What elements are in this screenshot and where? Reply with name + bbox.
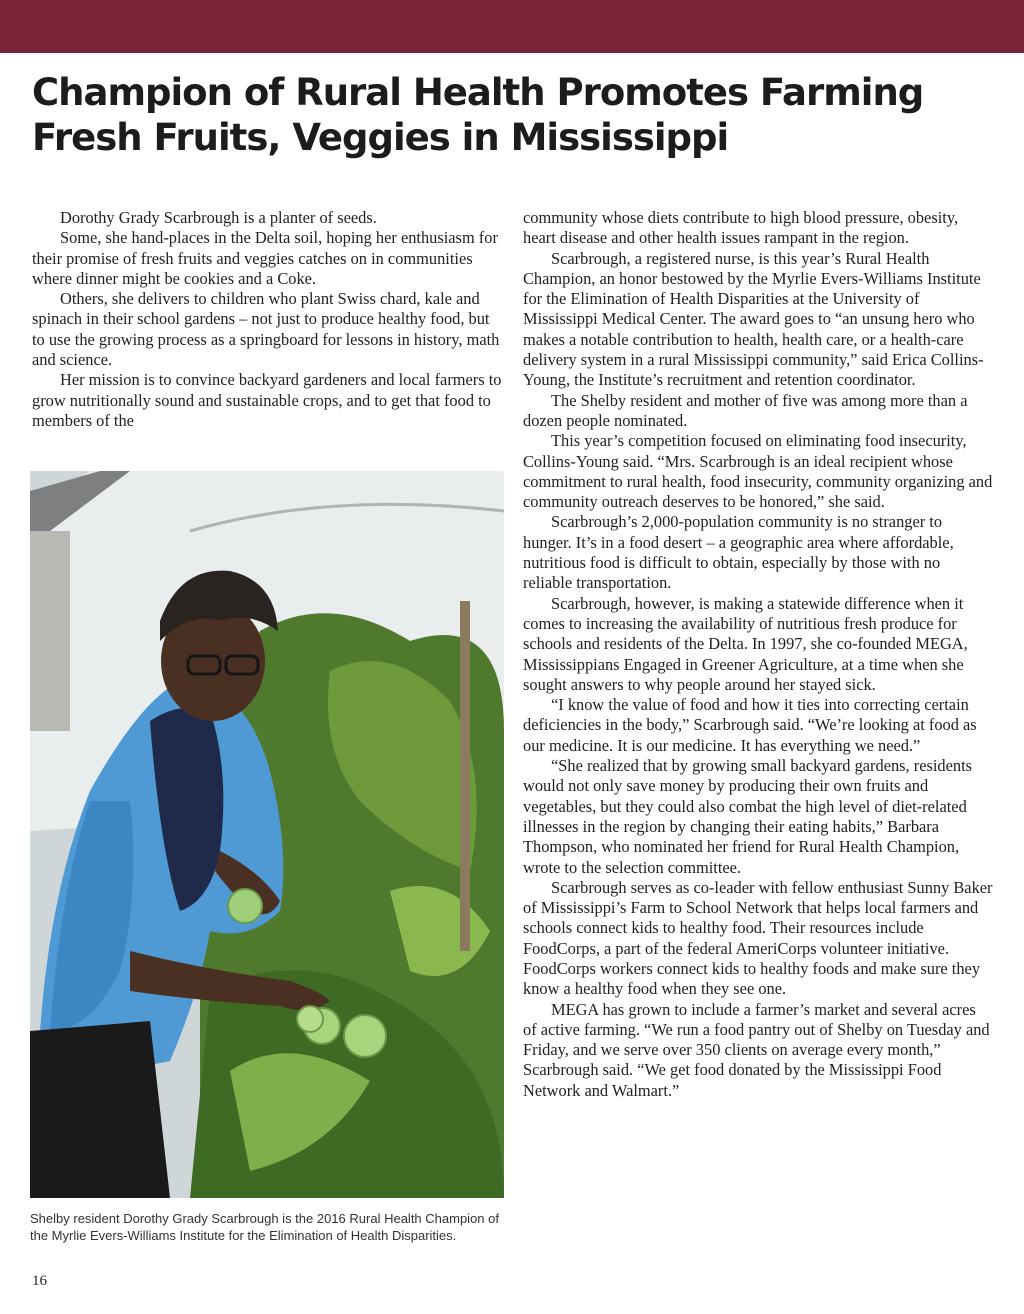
article-headline [32,70,992,160]
paragraph: Dorothy Grady Scarbrough is a planter of seeds. [60,208,377,227]
paragraph: Scarbrough’s 2,000-population community is no stranger to hunger. It’s in a food desert – a geographic area where affordable, nutritious food is difficult to obtain, especially by those with no reliable transportation. [523,512,954,593]
paragraph: community whose diets contribute to high blood pressure, obesity, heart disease and other health issues rampant in the region. [523,208,959,248]
headline-line-2: Fresh Fruits, Veggies in Mississippi [32,116,729,159]
paragraph: This year’s competition focused on eliminating food insecurity, Collins-Young said. “Mrs. Scarbrough is an ideal recipient whose commitment to rural health, food insecurity, community organizing and community outreach deserves to be honored,” she said. [523,431,993,512]
headline-line-1: Champion of Rural Health Promotes Farming [32,71,924,114]
page-number: 16 [32,1273,47,1289]
article-column-right [523,208,993,1101]
paragraph: Scarbrough, however, is making a statewide difference when it comes to increasing the availability of nutritious fresh produce for schools and residents of the Delta. In 1997, she co-founded MEGA, Mississippians Engaged in Greener Agriculture, at a time when she sought answers to why people around her stayed sick. [523,593,968,694]
photo-caption: Shelby resident Dorothy Grady Scarbrough is the 2016 Rural Health Champion of the Myrlie Evers-Williams Institute for the Elimination of Health Disparities. [30,1211,499,1243]
paragraph: “I know the value of food and how it ties into correcting certain deficiencies in the body,” Scarbrough said. “We’re looking at food as our medicine. It is our medicine. It has everything we need.” [523,695,977,755]
article-photo [30,471,504,1198]
paragraph: Scarbrough serves as co-leader with fellow enthusiast Sunny Baker of Mississippi’s Farm to School Network that helps local farmers and schools connect kids to healthy food. Their resources include FoodCorps, a part of the federal AmeriCorps volunteer initiative. FoodCorps workers connect kids to healthy foods and make sure they know a healthy food when they see one. [523,877,993,999]
gardener-photo-illustration [30,471,504,1198]
header-accent-bar [0,0,1024,53]
paragraph: MEGA has grown to include a farmer’s market and several acres of active farming. “We run a food pantry out of Shelby on Tuesday and Friday, and we serve over 350 clients on average every month,” Scarbrough said. “We get food donated by the Mississippi Food Network and Walmart.” [523,999,990,1100]
paragraph: Scarbrough, a registered nurse, is this year’s Rural Health Champion, an honor bestowed by the Myrlie Evers-Williams Institute for the Elimination of Health Disparities at the University of Mississippi Medical Center. The award goes to “an unsung hero who makes a notable contribution to health, health care, or a health-care delivery system in a rural Mississippi community,” said Erica Collins-Young, the Institute’s recruitment and retention coordinator. [523,248,984,390]
paragraph: Her mission is to convince backyard gardeners and local farmers to grow nutritionally sound and sustainable crops, and to get that food to members of the [32,370,502,430]
paragraph: “She realized that by growing small backyard gardens, residents would not only save money by producing their own fruits and vegetables, but they could also combat the high level of diet-related illnesses in the region by changing their eating habits,” Barbara Thompson, who nominated her friend for Rural Health Champion, wrote to the selection committee. [523,756,973,877]
paragraph: The Shelby resident and mother of five was among more than a dozen people nominated. [523,390,968,430]
paragraph: Some, she hand-places in the Delta soil, hoping her enthusiasm for their promise of fresh fruits and veggies catches on in communities where dinner might be cookies and a Coke. [32,228,498,288]
article-column-left [32,208,502,431]
paragraph: Others, she delivers to children who plant Swiss chard, kale and spinach in their school gardens – not just to produce healthy food, but to use the growing process as a springboard for lessons in history, math and science. [32,289,500,370]
